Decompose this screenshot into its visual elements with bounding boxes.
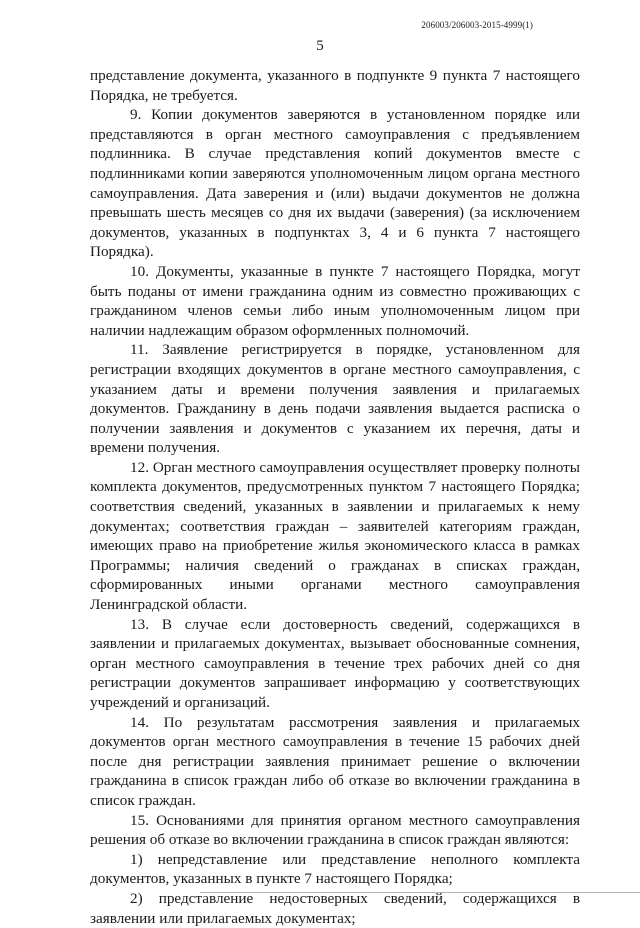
- subitem-2: 2) представление недостоверных сведений, содержащихся в заявлении или прилагаемых документах;: [90, 889, 580, 927]
- paragraph-item-9: 9. Копии документов заверяются в установленном порядке или представляются в орган местного самоуправления с предъявлением подлинника. В случае представления копий документов вместе с подлинниками копии заверяются уполномоченным лицом органа местного самоуправления. Дата заверения и (или) выдачи документов не должна превышать шесть месяцев со дня их выдачи (заверения) (за исключением документов, указанных в подпунктах 3, 4 и 6 пункта 7 настоящего Порядка).: [90, 106, 580, 261]
- document-number: 206003/206003-2015-4999(1): [421, 20, 533, 30]
- paragraph-item-14: 14. По результатам рассмотрения заявления и прилагаемых документов орган местного самоуправления в течение 15 рабочих дней после дня регистрации заявления принимает решение о включении гражданина в список граждан либо об отказе во включении гражданина в список граждан.: [90, 713, 580, 809]
- subitem-1: 1) непредставление или представление неполного комплекта документов, указанных в пункте 7 настоящего Порядка;: [90, 850, 580, 888]
- document-body: [90, 66, 580, 928]
- paragraph-item-12: 12. Орган местного самоуправления осуществляет проверку полноты комплекта документов, предусмотренных пунктом 7 настоящего Порядка; соответствия сведений, указанных в заявлении и прилагаемых к нему документах; соответствия граждан – заявителей категориям граждан, имеющих право на приобретение жилья экономического класса в рамках Программы; наличия сведений о гражданах в списках граждан, сформированных иными органами местного самоуправления Ленинградской области.: [90, 458, 580, 614]
- paragraph-continuation: представление документа, указанного в подпункте 9 пункта 7 настоящего Порядка, не требуется.: [90, 67, 580, 104]
- paragraph-item-15: 15. Основаниями для принятия органом местного самоуправления решения об отказе во включении гражданина в список граждан являются:: [90, 811, 580, 849]
- paragraph-item-13: 13. В случае если достоверность сведений, содержащихся в заявлении и прилагаемых документах, вызывает обоснованные сомнения, орган местного самоуправления в течение трех рабочих дней со дня регистрации документов запрашивает информацию у соответствующих учреждений и организаций.: [90, 615, 580, 711]
- page-number: 5: [316, 38, 324, 54]
- paragraph-item-10: 10. Документы, указанные в пункте 7 настоящего Порядка, могут быть поданы от имени гражданина одним из совместно проживающих с гражданином членов семьи либо иным уполномоченным лицом при наличии надлежащим образом оформленных полномочий.: [90, 262, 580, 339]
- scan-edge-line: [200, 892, 640, 893]
- paragraph-item-11: 11. Заявление регистрируется в порядке, установленном для регистрации входящих документов в органе местного самоуправления, с указанием даты и времени получения заявления и прилагаемых документов. Гражданину в день подачи заявления выдается расписка о получении заявления и документов с указанием их перечня, даты и времени получения.: [90, 341, 580, 457]
